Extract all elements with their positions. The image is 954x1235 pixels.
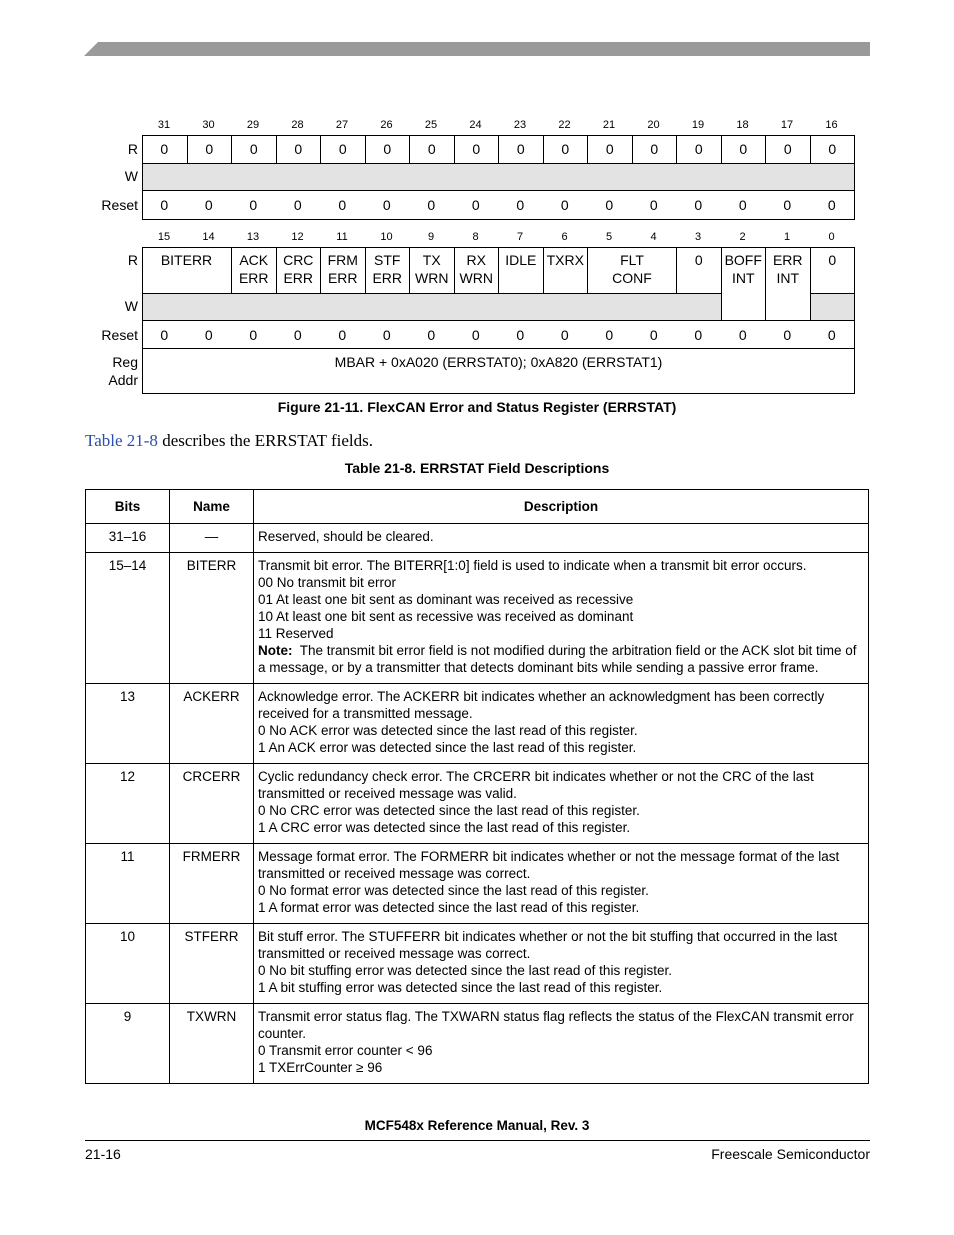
bit-number: 5	[605, 231, 613, 243]
reset-bit: 0	[516, 197, 525, 213]
header-bar	[84, 42, 870, 56]
field-label: 0	[694, 252, 703, 268]
table-row	[86, 924, 869, 1004]
table-row	[86, 553, 869, 684]
bit-number: 23	[513, 119, 527, 131]
description-line: Reserved, should be cleared.	[258, 529, 434, 544]
read-bit: 0	[676, 136, 721, 163]
reset-bit: 0	[204, 197, 213, 213]
table-row	[86, 524, 869, 553]
table-header-row	[86, 490, 869, 524]
reset-bit: 0	[427, 327, 436, 343]
reg-addr: MBAR + 0xA020 (ERRSTAT0); 0xA820 (ERRSTAT1)	[142, 348, 855, 394]
description-line: 1 A CRC error was detected since the last read of this register.	[258, 820, 631, 835]
header-bits: Bits	[86, 490, 170, 524]
description-line: 10 At least one bit sent as recessive was received as dominant	[258, 609, 634, 624]
write-field-boffint	[721, 293, 766, 321]
reset-bit: 0	[783, 197, 792, 213]
field-label: IDLE	[505, 252, 537, 268]
bit-number: 3	[694, 231, 702, 243]
read-bit: 0	[276, 136, 321, 163]
field-description-table	[85, 489, 869, 1084]
row-label-w: W	[124, 168, 138, 184]
bit-number: 12	[291, 231, 304, 243]
field-label: BOFF	[724, 252, 762, 268]
read-bit: 0	[320, 136, 365, 163]
field-label: INT	[776, 270, 800, 286]
field-label: CONF	[612, 270, 652, 286]
bit-number: 2	[739, 231, 746, 243]
field-label: ACK	[239, 252, 269, 268]
row-label-reg: Reg	[112, 354, 138, 370]
read-bit: 0	[365, 136, 410, 163]
reset-bit: 0	[382, 197, 391, 213]
table-link[interactable]: Table 21-8	[85, 431, 158, 450]
reset-bit: 0	[293, 197, 302, 213]
bit-number: 0	[828, 231, 835, 243]
description-cell	[254, 553, 869, 684]
reset-bit: 0	[338, 197, 347, 213]
field-label: RX	[466, 252, 486, 268]
description-line: 0 No CRC error was detected since the last read of this register.	[258, 803, 640, 818]
reset-bit: 0	[160, 327, 169, 343]
description-line: Message format error. The FORMERR bit indicates whether or not the message format of the last transmitted or received message was correct.	[258, 849, 840, 881]
read-bit: 0	[632, 136, 677, 163]
description-line: Acknowledge error. The ACKERR bit indicates whether an acknowledgment has been correctly received for a transmitted message.	[258, 689, 825, 721]
footer-divider	[85, 1140, 870, 1141]
field-label: 0	[828, 252, 837, 268]
name-cell: —	[170, 524, 254, 553]
note	[258, 642, 864, 676]
reset-bit: 0	[204, 327, 213, 343]
bits-cell: 12	[86, 764, 170, 844]
read-bit: 0	[187, 136, 232, 163]
figure-caption: Figure 21-11. FlexCAN Error and Status Register (ERRSTAT)	[277, 399, 677, 415]
description-line: 01 At least one bit sent as dominant was received as recessive	[258, 592, 634, 607]
field-4	[365, 248, 410, 293]
description-line: Transmit error status flag. The TXWARN status flag reflects the status of the FlexCAN transmit error counter.	[258, 1009, 854, 1041]
page-number: 21-16	[85, 1146, 121, 1162]
write-row	[143, 293, 721, 321]
field-1	[231, 248, 276, 293]
field-label: ERR	[772, 252, 803, 268]
reset-bit: 0	[827, 197, 836, 213]
bit-number: 24	[469, 119, 482, 131]
description-line: Cyclic redundancy check error. The CRCERR bit indicates whether or not the CRC of the last transmitted or received message was valid.	[258, 769, 814, 801]
reset-bit: 0	[427, 197, 436, 213]
bit-number: 26	[380, 119, 393, 131]
description-line: Transmit bit error. The BITERR[1:0] field is used to indicate when a transmit bit error occurs.	[258, 558, 807, 573]
reset-bit: 0	[382, 327, 391, 343]
bit-number: 27	[335, 119, 349, 131]
table-row	[86, 764, 869, 844]
description-cell	[254, 924, 869, 1004]
bits-cell: 10	[86, 924, 170, 1004]
reset-bit: 0	[649, 197, 658, 213]
field-label: INT	[731, 270, 755, 286]
field-label: WRN	[459, 270, 493, 286]
bit-number: 31	[157, 119, 171, 131]
reset-bit: 0	[738, 327, 747, 343]
field-label: BITERR	[160, 252, 213, 268]
name-cell: BITERR	[170, 553, 254, 684]
bit-number: 6	[561, 231, 568, 243]
field-2	[276, 248, 321, 293]
field-6	[454, 248, 499, 293]
bit-number: 17	[780, 119, 794, 131]
description-line: 1 An ACK error was detected since the last read of this register.	[258, 740, 637, 755]
read-bit: 0	[160, 141, 169, 157]
row-label-reset: Reset	[101, 197, 138, 213]
field-5	[409, 248, 454, 293]
read-bit: 0	[810, 136, 855, 163]
reset-bit: 0	[471, 197, 480, 213]
description-line: 0 No bit stuffing error was detected since the last read of this register.	[258, 963, 672, 978]
bit-number: 16	[825, 119, 838, 131]
row-label-addr: Addr	[108, 372, 138, 388]
reset-bit: 0	[249, 197, 258, 213]
bit-number: 21	[602, 119, 616, 131]
read-bit: 0	[454, 136, 499, 163]
bit-number: 14	[202, 231, 215, 243]
bit-number: 20	[647, 119, 660, 131]
reset-bit: 0	[783, 327, 792, 343]
bit-number: 22	[558, 119, 571, 131]
reset-bit: 0	[160, 197, 169, 213]
description-line: 00 No transmit bit error	[258, 575, 397, 590]
description-cell	[254, 844, 869, 924]
bit-number: 28	[291, 119, 304, 131]
field-label: ERR	[238, 270, 269, 286]
read-bit: 0	[587, 136, 632, 163]
write-row	[143, 163, 854, 191]
field-3	[320, 248, 365, 293]
field-label: ERR	[372, 270, 403, 286]
bit-number: 13	[246, 231, 260, 243]
field-9	[587, 248, 676, 293]
write-field-errint	[765, 293, 810, 321]
name-cell: ACKERR	[170, 684, 254, 764]
bit-number: 11	[336, 231, 348, 243]
bit-number: 30	[202, 119, 215, 131]
description-cell	[254, 1004, 869, 1084]
bit-number: 25	[424, 119, 438, 131]
name-cell: FRMERR	[170, 844, 254, 924]
reset-bit: 0	[694, 327, 703, 343]
reset-bit: 0	[338, 327, 347, 343]
table-row	[86, 684, 869, 764]
company-name: Freescale Semiconductor	[711, 1146, 870, 1162]
field-7	[498, 248, 543, 293]
reset-bit: 0	[605, 197, 614, 213]
bit-number: 1	[783, 231, 791, 243]
description-cell	[254, 764, 869, 844]
row-label-reset: Reset	[101, 327, 138, 343]
table-title: Table 21-8. ERRSTAT Field Descriptions	[344, 460, 610, 476]
footer-title: MCF548x Reference Manual, Rev. 3	[364, 1118, 590, 1133]
field-label: TXRX	[546, 252, 584, 268]
reset-bit: 0	[560, 197, 569, 213]
reset-bit: 0	[738, 197, 747, 213]
field-12	[765, 248, 810, 293]
field-label: TX	[422, 252, 441, 268]
read-bit: 0	[721, 136, 766, 163]
description-cell	[254, 684, 869, 764]
read-bit: 0	[498, 136, 543, 163]
description-line: 0 Transmit error counter < 96	[258, 1043, 433, 1058]
field-label: ERR	[283, 270, 314, 286]
bit-number: 15	[157, 231, 171, 243]
name-cell: CRCERR	[170, 764, 254, 844]
bits-cell: 11	[86, 844, 170, 924]
read-bit: 0	[765, 136, 810, 163]
row-label-w: W	[124, 298, 138, 314]
header-description: Description	[254, 490, 869, 524]
read-bit: 0	[543, 136, 588, 163]
write-row	[810, 293, 855, 321]
reset-bit: 0	[649, 327, 658, 343]
bit-number: 10	[380, 231, 393, 243]
field-label: CRC	[283, 252, 314, 268]
description-line: 0 No format error was detected since the last read of this register.	[258, 883, 649, 898]
read-bit: 0	[409, 136, 454, 163]
name-cell: TXWRN	[170, 1004, 254, 1084]
row-label-r: R	[127, 141, 138, 157]
description-line: 1 TXErrCounter ≥ 96	[258, 1060, 383, 1075]
field-13	[810, 248, 855, 293]
reset-bit: 0	[516, 327, 525, 343]
table-row	[86, 1004, 869, 1084]
read-bit: 0	[231, 136, 276, 163]
bit-number: 8	[472, 231, 479, 243]
table-row	[86, 844, 869, 924]
field-label: ERR	[327, 270, 358, 286]
bits-cell: 9	[86, 1004, 170, 1084]
reset-bit: 0	[471, 327, 480, 343]
description-line: 1 A bit stuffing error was detected since the last read of this register.	[258, 980, 663, 995]
reset-bit: 0	[560, 327, 569, 343]
reset-bit: 0	[605, 327, 614, 343]
note-label: Note:	[258, 643, 293, 658]
field-label: FRM	[327, 252, 358, 268]
row-label-r: R	[127, 252, 138, 268]
field-label: STF	[374, 252, 401, 268]
bit-number: 7	[516, 231, 524, 243]
note-text: The transmit bit error field is not modified during the arbitration field or the ACK slot bit time of a message, or by a transmitter that detects dominant bits while sending a passive error frame.	[258, 643, 861, 675]
reset-bit: 0	[249, 327, 258, 343]
bits-cell: 15–14	[86, 553, 170, 684]
description-line: 11 Reserved	[258, 626, 334, 641]
reset-bit: 0	[293, 327, 302, 343]
bit-number: 9	[427, 231, 435, 243]
field-label: FLT	[620, 252, 644, 268]
field-label: WRN	[415, 270, 449, 286]
field-0	[142, 248, 231, 293]
bit-number: 29	[246, 119, 260, 131]
bit-number: 19	[691, 119, 705, 131]
field-11	[721, 248, 766, 293]
header-name: Name	[170, 490, 254, 524]
field-10	[676, 248, 721, 293]
bit-number: 18	[736, 119, 749, 131]
bit-number: 4	[650, 231, 657, 243]
body-text: Table 21-8 describes the ERRSTAT fields.	[85, 431, 373, 450]
field-8	[543, 248, 588, 293]
description-cell	[254, 524, 869, 553]
bits-cell: 13	[86, 684, 170, 764]
reset-bit: 0	[827, 327, 836, 343]
name-cell: STFERR	[170, 924, 254, 1004]
reset-bit: 0	[694, 197, 703, 213]
description-line: Bit stuff error. The STUFFERR bit indicates whether or not the bit stuffing that occurred in the last transmitted or received message was correct.	[258, 929, 838, 961]
bits-cell: 31–16	[86, 524, 170, 553]
description-line: 0 No ACK error was detected since the last read of this register.	[258, 723, 638, 738]
description-line: 1 A format error was detected since the last read of this register.	[258, 900, 640, 915]
